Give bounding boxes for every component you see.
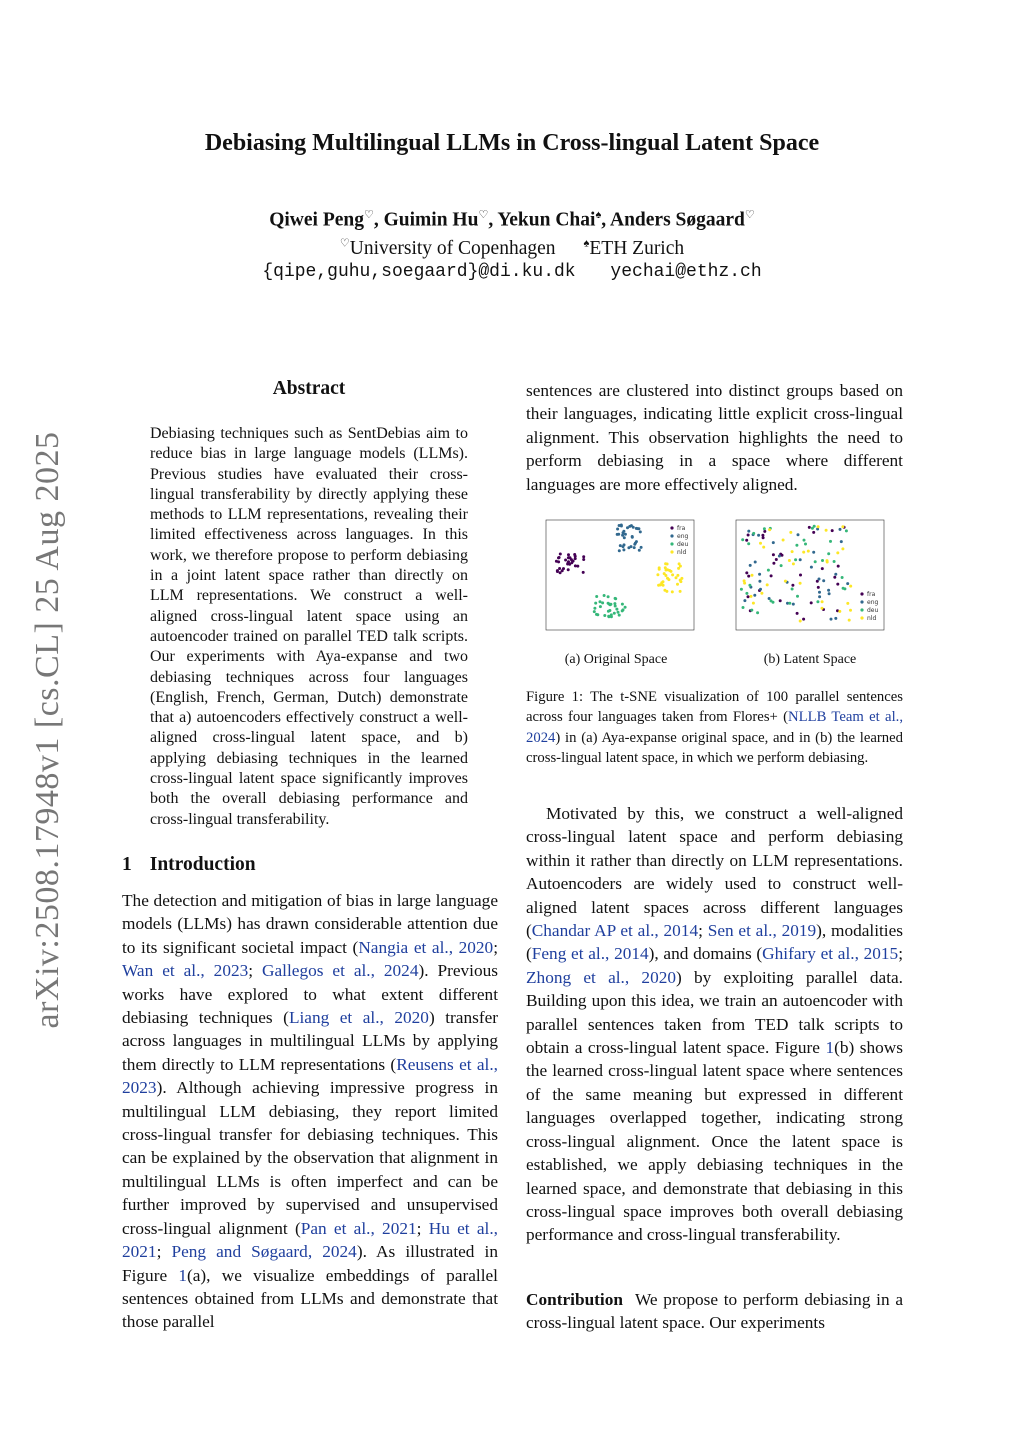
scatter-point-deu bbox=[795, 544, 798, 547]
scatter-point-fra bbox=[810, 601, 813, 604]
subcaption-b: (b) Latent Space bbox=[763, 652, 857, 667]
legend-label: deu bbox=[867, 607, 879, 614]
scatter-point-eng bbox=[743, 599, 746, 602]
scatter-point-deu bbox=[608, 609, 611, 612]
scatter-point-eng bbox=[758, 573, 761, 576]
scatter-point-deu bbox=[843, 587, 846, 590]
scatter-point-nld bbox=[799, 620, 802, 623]
email-copenhagen[interactable]: {qipe,guhu,soegaard}@di.ku.dk bbox=[262, 262, 576, 282]
scatter-point-deu bbox=[821, 559, 824, 562]
scatter-point-fra bbox=[555, 560, 558, 563]
citation-link[interactable]: Chandar AP et al., 2014 bbox=[531, 921, 699, 941]
scatter-point-nld bbox=[679, 580, 682, 583]
scatter-point-eng bbox=[822, 579, 825, 582]
scatter-point-eng bbox=[840, 540, 843, 543]
scatter-point-eng bbox=[792, 603, 795, 606]
scatter-point-deu bbox=[613, 602, 616, 605]
scatter-point-deu bbox=[811, 527, 814, 530]
citation-link[interactable]: Peng and Søgaard, 2024 bbox=[171, 1242, 357, 1262]
scatter-point-eng bbox=[839, 528, 842, 531]
scatter-point-fra bbox=[763, 530, 766, 533]
scatter-point-deu bbox=[833, 560, 836, 563]
legend-marker bbox=[860, 592, 863, 595]
scatter-point-deu bbox=[624, 606, 627, 609]
text-segment: ), modalities ( bbox=[526, 921, 903, 964]
scatter-point-nld bbox=[846, 602, 849, 605]
citation-link[interactable]: Ghifary et al., 2015 bbox=[762, 944, 899, 964]
scatter-point-nld bbox=[799, 582, 802, 585]
scatter-point-deu bbox=[780, 564, 783, 567]
scatter-point-nld bbox=[762, 546, 765, 549]
paper-title: Debiasing Multilingual LLMs in Cross-lingual Latent Space bbox=[204, 130, 820, 156]
scatter-point-fra bbox=[761, 534, 764, 537]
scatter-point-deu bbox=[615, 608, 618, 611]
email-eth[interactable]: yechai@ethz.ch bbox=[610, 262, 762, 282]
scatter-point-nld bbox=[676, 583, 679, 586]
scatter-point-eng bbox=[846, 582, 849, 585]
right-column-paragraph: sentences are clustered into distinct groups based on their languages, indicating little explicit cross-lingual alignment. This observation highlights the need to perform debiasing in a space where different languages are more effectively aligned. bbox=[526, 381, 903, 494]
subcaption-a: (a) Original Space bbox=[564, 652, 668, 667]
scatter-point-deu bbox=[750, 609, 753, 612]
scatter-point-eng bbox=[818, 578, 821, 581]
scatter-point-deu bbox=[803, 539, 806, 542]
legend-label: nld bbox=[677, 549, 687, 556]
motivation-paragraph bbox=[526, 802, 903, 1247]
scatter-point-deu bbox=[621, 603, 624, 606]
scatter-point-deu bbox=[609, 603, 612, 606]
scatter-point-deu bbox=[607, 595, 610, 598]
citation-link[interactable]: Reusens et al., 2023 bbox=[122, 1054, 498, 1098]
scatter-point-deu bbox=[745, 592, 748, 595]
abstract-text: Debiasing techniques such as SentDebias aim to reduce bias in large language models (LLMs). Previous studies have evaluated their cross-lingual transferability by directly applying these methods to LLM representations, revealing their limited effectiveness across languages. In this work, we therefore propose to perform debiasing in a joint latent space rather than directly on LLM representations. We construct a well-aligned cross-lingual latent space using an autoencoder trained on parallel TED talk scripts. Our experiments with Aya-expanse and two debiasing techniques across four languages (English, French, German, Dutch) demonstrate that a) autoencoders effectively construct a well-aligned cross-lingual latent space, and b) applying debiasing techniques in the learned cross-lingual latent space significantly improves both the overall debiasing performance and cross-lingual transferability. bbox=[150, 425, 468, 828]
scatter-point-eng bbox=[616, 528, 619, 531]
legend-label: fra bbox=[867, 591, 876, 598]
scatter-point-eng bbox=[634, 542, 637, 545]
scatter-point-deu bbox=[752, 532, 755, 535]
affiliation-mark: ♡ bbox=[339, 237, 350, 249]
scatter-point-eng bbox=[812, 551, 815, 554]
scatter-point-nld bbox=[826, 559, 829, 562]
scatter-point-deu bbox=[596, 613, 599, 616]
scatter-point-eng bbox=[778, 555, 781, 558]
scatter-point-nld bbox=[848, 619, 851, 622]
scatter-point-deu bbox=[593, 607, 596, 610]
text-segment: ; bbox=[416, 1218, 429, 1238]
affiliation-mark: ♠ bbox=[595, 209, 602, 221]
scatter-point-fra bbox=[572, 560, 575, 563]
author-separator: , bbox=[373, 209, 384, 231]
scatter-point-deu bbox=[595, 595, 598, 598]
scatter-point-fra bbox=[574, 557, 577, 560]
scatter-point-deu bbox=[607, 615, 610, 618]
scatter-point-nld bbox=[789, 531, 792, 534]
text-segment: Motivated by this, we construct a well-aligned cross-lingual latent space and perform debiasing within it rather than directly on LLM representations. Autoencoders are widely used to construct well-aligned latent spaces across different languages ( bbox=[526, 804, 903, 941]
arxiv-sidebar bbox=[28, 420, 68, 1040]
legend-label: deu bbox=[677, 541, 689, 548]
scatter-point-fra bbox=[582, 558, 585, 561]
scatter-point-eng bbox=[621, 534, 624, 537]
scatter-point-eng bbox=[620, 524, 623, 527]
citation-link[interactable]: NLLB Team et al., 2024 bbox=[526, 709, 903, 746]
author-name: Yekun Chai bbox=[497, 209, 596, 231]
scatter-point-fra bbox=[582, 571, 585, 574]
scatter-point-nld bbox=[766, 583, 769, 586]
scatter-point-deu bbox=[829, 540, 832, 543]
scatter-point-nld bbox=[825, 529, 828, 532]
scatter-point-eng bbox=[797, 533, 800, 536]
scatter-point-eng bbox=[619, 544, 622, 547]
scatter-point-eng bbox=[640, 546, 643, 549]
scatter-point-nld bbox=[751, 574, 754, 577]
scatter-point-fra bbox=[556, 570, 559, 573]
text-segment: Figure 1: The t-SNE visualization of 100 parallel sentences across four languages taken from Flores+ ( bbox=[526, 689, 903, 726]
citation-link[interactable]: Liang et al., 2020 bbox=[288, 1008, 429, 1028]
scatter-point-fra bbox=[796, 612, 799, 615]
legend-marker bbox=[860, 608, 863, 611]
scatter-point-fra bbox=[561, 569, 564, 572]
scatter-point-nld bbox=[667, 578, 670, 581]
scatter-point-deu bbox=[618, 614, 621, 617]
arxiv-identifier: arXiv:2508.17948v1 [cs.CL] 25 Aug 2025 bbox=[29, 431, 66, 1029]
legend-marker bbox=[670, 534, 673, 537]
scatter-point-eng bbox=[754, 561, 757, 564]
scatter-point-fra bbox=[762, 536, 765, 539]
scatter-point-eng bbox=[636, 527, 639, 530]
contribution-text: We propose to perform debiasing in a cross-lingual latent space. Our experiments bbox=[526, 1290, 903, 1333]
scatter-point-deu bbox=[613, 612, 616, 615]
scatter-point-eng bbox=[639, 530, 642, 533]
author-name: Guimin Hu bbox=[383, 209, 479, 231]
scatter-point-nld bbox=[743, 579, 746, 582]
scatter-point-eng bbox=[631, 536, 634, 539]
scatter-point-eng bbox=[630, 545, 633, 548]
scatter-point-fra bbox=[567, 553, 570, 556]
scatter-point-eng bbox=[622, 548, 625, 551]
contribution-paragraph bbox=[526, 1288, 903, 1335]
scatter-point-fra bbox=[582, 555, 585, 558]
scatter-point-fra bbox=[808, 526, 811, 529]
scatter-point-deu bbox=[603, 614, 606, 617]
scatter-point-deu bbox=[756, 611, 759, 614]
scatter-point-fra bbox=[574, 564, 577, 567]
scatter-point-nld bbox=[675, 576, 678, 579]
citation-link[interactable]: Gallegos et al., 2024 bbox=[262, 961, 419, 981]
scatter-point-eng bbox=[799, 558, 802, 561]
scatter-point-eng bbox=[618, 549, 621, 552]
scatter-point-fra bbox=[791, 584, 794, 587]
scatter-point-fra bbox=[772, 553, 775, 556]
section-number: 1 bbox=[122, 854, 132, 875]
scatter-point-nld bbox=[782, 539, 785, 542]
scatter-point-eng bbox=[622, 545, 625, 548]
scatter-point-fra bbox=[837, 565, 840, 568]
scatter-point-fra bbox=[812, 531, 815, 534]
scatter-point-deu bbox=[741, 538, 744, 541]
scatter-point-fra bbox=[747, 595, 750, 598]
scatter-point-nld bbox=[671, 573, 674, 576]
scatter-point-deu bbox=[841, 576, 844, 579]
scatter-point-nld bbox=[784, 580, 787, 583]
scatter-point-deu bbox=[772, 601, 775, 604]
legend-label: fra bbox=[677, 525, 686, 532]
scatter-point-fra bbox=[821, 567, 824, 570]
legend-marker bbox=[860, 616, 863, 619]
scatter-point-deu bbox=[747, 542, 750, 545]
scatter-point-fra bbox=[817, 586, 820, 589]
scatter-point-fra bbox=[745, 571, 748, 574]
legend-marker bbox=[670, 550, 673, 553]
scatter-point-deu bbox=[594, 602, 597, 605]
scatter-point-eng bbox=[638, 549, 641, 552]
scatter-point-eng bbox=[834, 573, 837, 576]
citation-link[interactable]: 1 bbox=[178, 1265, 187, 1285]
scatter-point-nld bbox=[662, 584, 665, 587]
scatter-point-eng bbox=[753, 594, 756, 597]
scatter-point-deu bbox=[827, 552, 830, 555]
scatter-point-nld bbox=[838, 610, 841, 613]
scatter-point-nld bbox=[671, 590, 674, 593]
scatter-point-fra bbox=[567, 568, 570, 571]
figure-original-space-plot bbox=[532, 516, 698, 642]
text-segment: (b) shows the learned cross-lingual latent space where sentences of the same meaning but expressed in different languages overlapped together, indicating strong cross-lingual alignment. Once the latent space is established, we apply debiasing techniques in the learned space, and demonstrate that debiasing in this cross-lingual space improves both overall debiasing performance and cross-lingual transferability. bbox=[526, 1038, 903, 1245]
scatter-point-deu bbox=[614, 597, 617, 600]
scatter-point-deu bbox=[601, 601, 604, 604]
text-segment: ). Previous works have explored to what extent different debiasing techniques ( bbox=[122, 961, 498, 1028]
scatter-point-deu bbox=[599, 605, 602, 608]
scatter-point-eng bbox=[810, 566, 813, 569]
scatter-point-eng bbox=[747, 530, 750, 533]
scatter-point-nld bbox=[662, 580, 665, 583]
citation-link[interactable]: 1 bbox=[825, 1038, 835, 1058]
scatter-point-nld bbox=[665, 590, 668, 593]
scatter-point-deu bbox=[740, 588, 743, 591]
affiliations bbox=[0, 236, 1024, 260]
author-name: Anders Søgaard bbox=[609, 209, 745, 231]
text-segment: (a), we visualize embeddings of parallel sentences obtained from LLMs and demonstrate that those parallel bbox=[122, 1265, 498, 1332]
scatter-point-deu bbox=[796, 595, 799, 598]
scatter-point-nld bbox=[792, 562, 795, 565]
scatter-point-fra bbox=[559, 553, 562, 556]
citation-link[interactable]: Wan et al., 2023 bbox=[122, 961, 249, 981]
scatter-point-eng bbox=[818, 595, 821, 598]
scatter-point-eng bbox=[772, 541, 775, 544]
scatter-point-fra bbox=[558, 556, 561, 559]
section-title: Introduction bbox=[149, 854, 256, 875]
scatter-point-fra bbox=[747, 575, 750, 578]
scatter-point-eng bbox=[749, 564, 752, 567]
affiliation-name: ETH Zurich bbox=[589, 237, 685, 259]
text-segment: The detection and mitigation of bias in large language models (LLMs) has drawn considerable attention due to its significant societal impact ( bbox=[122, 891, 498, 957]
scatter-point-nld bbox=[791, 550, 794, 553]
citation-link[interactable]: Pan et al., 2021 bbox=[300, 1218, 417, 1238]
scatter-point-fra bbox=[567, 560, 570, 563]
text-segment: ; bbox=[898, 944, 903, 964]
legend-marker bbox=[860, 600, 863, 603]
author-separator: , bbox=[488, 209, 498, 231]
scatter-point-nld bbox=[676, 574, 679, 577]
scatter-point-nld bbox=[760, 592, 763, 595]
scatter-point-fra bbox=[558, 567, 561, 570]
scatter-point-nld bbox=[841, 547, 844, 550]
scatter-point-fra bbox=[833, 576, 836, 579]
legend-label: nld bbox=[867, 615, 877, 622]
text-segment: ) transfer across languages in multilingual LLMs by applying them directly to LLM representations ( bbox=[122, 1008, 498, 1074]
scatter-point-nld bbox=[788, 559, 791, 562]
scatter-point-nld bbox=[821, 607, 824, 610]
scatter-point-eng bbox=[827, 589, 830, 592]
scatter-point-fra bbox=[772, 562, 775, 565]
scatter-point-fra bbox=[836, 583, 839, 586]
affiliation-mark: ♡ bbox=[478, 209, 489, 221]
scatter-point-eng bbox=[757, 534, 760, 537]
scatter-point-nld bbox=[663, 572, 666, 575]
scatter-point-fra bbox=[568, 556, 571, 559]
scatter-point-nld bbox=[679, 590, 682, 593]
scatter-point-nld bbox=[821, 600, 824, 603]
scatter-point-deu bbox=[845, 529, 848, 532]
citation-link[interactable]: Hu et al., 2021 bbox=[122, 1218, 498, 1262]
text-segment: ) in (a) Aya-expanse original space, and in (b) the learned cross-lingual latent space, in which we perform debiasing. bbox=[526, 729, 903, 766]
affiliation-name: University of Copenhagen bbox=[349, 237, 556, 259]
scatter-point-nld bbox=[759, 542, 762, 545]
scatter-point-eng bbox=[617, 533, 620, 536]
author-list bbox=[0, 208, 1024, 232]
legend-marker bbox=[670, 526, 673, 529]
scatter-point-deu bbox=[767, 569, 770, 572]
scatter-point-fra bbox=[802, 618, 805, 621]
scatter-point-nld bbox=[841, 525, 844, 528]
scatter-point-deu bbox=[816, 600, 819, 603]
scatter-point-nld bbox=[666, 563, 669, 566]
figure-caption bbox=[526, 687, 903, 768]
text-segment: ; bbox=[156, 1242, 172, 1262]
scatter-point-deu bbox=[814, 560, 817, 563]
legend-label: eng bbox=[867, 599, 879, 606]
scatter-point-deu bbox=[763, 527, 766, 530]
scatter-point-eng bbox=[768, 597, 771, 600]
text-segment: ) by exploiting parallel data. Building upon this idea, we train an autoencoder with parallel sentences taken from TED talk scripts to obtain a cross-lingual latent space. Figure bbox=[526, 967, 903, 1058]
citation-link[interactable]: Nangia et al., 2020 bbox=[358, 937, 494, 957]
legend-label: eng bbox=[677, 533, 689, 540]
scatter-point-nld bbox=[752, 602, 755, 605]
scatter-point-eng bbox=[622, 531, 625, 534]
scatter-point-eng bbox=[633, 546, 636, 549]
scatter-point-nld bbox=[678, 562, 681, 565]
author-emails bbox=[0, 262, 1024, 282]
scatter-point-eng bbox=[623, 536, 626, 539]
scatter-point-deu bbox=[742, 606, 745, 609]
scatter-point-fra bbox=[831, 529, 834, 532]
affiliation-mark: ♡ bbox=[744, 209, 755, 221]
scatter-point-deu bbox=[794, 558, 797, 561]
introduction-paragraph bbox=[122, 889, 498, 1334]
scatter-point-nld bbox=[658, 568, 661, 571]
text-segment: ; bbox=[248, 961, 263, 981]
scatter-point-eng bbox=[758, 580, 761, 583]
scatter-point-nld bbox=[836, 551, 839, 554]
scatter-point-deu bbox=[617, 611, 620, 614]
contribution-label: Contribution bbox=[526, 1290, 623, 1309]
author-name: Qiwei Peng bbox=[269, 209, 364, 231]
scatter-point-fra bbox=[747, 534, 750, 537]
scatter-point-eng bbox=[626, 526, 629, 529]
citation-link[interactable]: Feng et al., 2014 bbox=[531, 944, 649, 964]
scatter-point-nld bbox=[659, 583, 662, 586]
scatter-point-nld bbox=[664, 566, 667, 569]
scatter-point-fra bbox=[779, 599, 782, 602]
scatter-point-deu bbox=[593, 610, 596, 613]
scatter-point-fra bbox=[770, 574, 773, 577]
scatter-point-fra bbox=[799, 574, 802, 577]
citation-link[interactable]: Zhong et al., 2020 bbox=[526, 967, 676, 987]
scatter-point-nld bbox=[670, 570, 673, 573]
scatter-point-eng bbox=[759, 588, 762, 591]
text-segment: ). As illustrated in Figure bbox=[122, 1242, 498, 1285]
author-separator: , bbox=[601, 209, 610, 231]
text-segment: ). Although achieving impressive progress in multilingual LLM debiasing, they report limited cross-lingual transfer for debiasing techniques. This can be explained by the observation that alignment in multilingual LLMs is often imperfect and can be further improved by supervised and unsupervised cross-lingual alignment ( bbox=[122, 1078, 498, 1238]
scatter-point-nld bbox=[656, 573, 659, 576]
scatter-point-deu bbox=[804, 543, 807, 546]
citation-link[interactable]: Sen et al., 2019 bbox=[707, 921, 817, 941]
scatter-point-deu bbox=[621, 609, 624, 612]
scatter-point-fra bbox=[564, 559, 567, 562]
scatter-point-fra bbox=[745, 539, 748, 542]
scatter-point-deu bbox=[599, 600, 602, 603]
scatter-point-eng bbox=[830, 618, 833, 621]
scatter-point-fra bbox=[775, 558, 778, 561]
scatter-point-nld bbox=[750, 595, 753, 598]
text-segment: ), and domains ( bbox=[648, 944, 763, 964]
scatter-point-deu bbox=[748, 584, 751, 587]
scatter-point-eng bbox=[834, 617, 837, 620]
scatter-point-eng bbox=[632, 526, 635, 529]
scatter-point-eng bbox=[818, 591, 821, 594]
scatter-point-deu bbox=[791, 588, 794, 591]
scatter-point-deu bbox=[788, 602, 791, 605]
scatter-point-nld bbox=[802, 551, 805, 554]
text-segment: ; bbox=[698, 921, 708, 941]
text-segment: ; bbox=[493, 937, 498, 957]
section-heading-introduction bbox=[122, 854, 256, 876]
scatter-point-nld bbox=[849, 609, 852, 612]
affiliation-mark: ♡ bbox=[364, 209, 374, 221]
scatter-point-nld bbox=[768, 528, 771, 531]
abstract-heading: Abstract bbox=[272, 378, 346, 399]
scatter-point-eng bbox=[828, 592, 831, 595]
scatter-point-nld bbox=[817, 525, 820, 528]
legend-marker bbox=[670, 542, 673, 545]
affiliation-mark: ♠ bbox=[583, 237, 590, 249]
figure-latent-space-plot bbox=[722, 516, 888, 642]
scatter-point-nld bbox=[807, 550, 810, 553]
scatter-point-deu bbox=[603, 594, 606, 597]
scatter-point-nld bbox=[849, 585, 852, 588]
